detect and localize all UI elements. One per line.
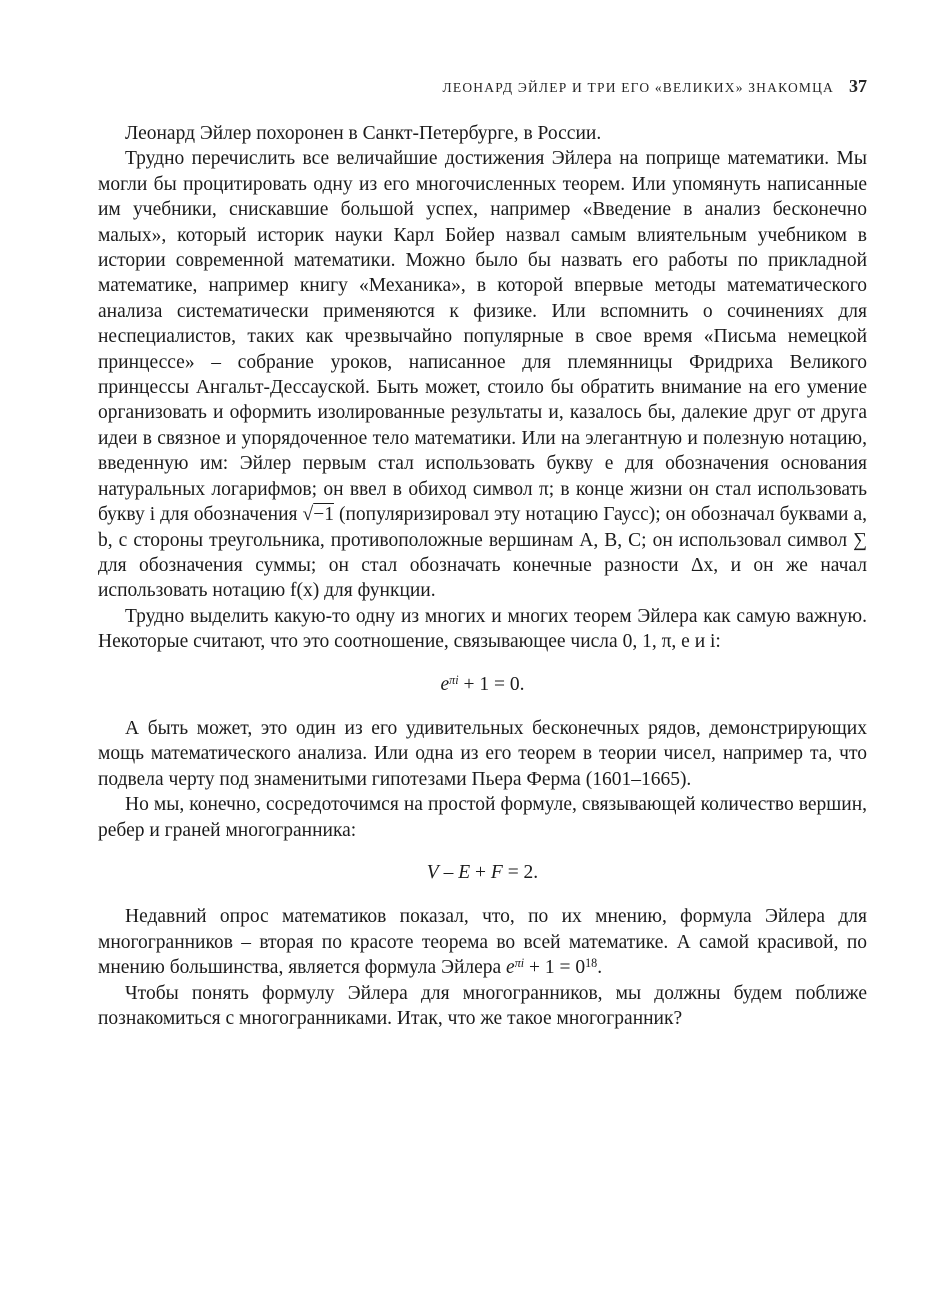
formula-var-v: V bbox=[426, 861, 439, 883]
running-title: ЛЕОНАРД ЭЙЛЕР И ТРИ ЕГО «ВЕЛИКИХ» ЗНАКОМЦА bbox=[442, 80, 834, 95]
paragraph-text: Недавний опрос математиков показал, что, по их мнению, формула Эйлера для многогранников – вторая по красоте теорема во всей математике. А самой красивой, по мнению большинства, является формула Эйлера bbox=[98, 906, 867, 979]
sentence-period: . bbox=[597, 957, 603, 979]
formula-base: e bbox=[440, 673, 450, 695]
paragraph-text: Трудно перечислить все величайшие достижения Эйлера на поприще математики. Мы могли бы процитировать одну из его многочисленных теорем. Или упомянуть написанные им учебники, снискавшие большой успех, например «Введение в анализ бесконечно малых», который историк науки Карл Бойер назвал самым влиятельным учебником в истории современной математики. Можно было бы назвать его работы по прикладной математике, например книгу «Механика», в которой впервые методы математического анализа систематически применяются к физике. Или вспомнить о сочинениях для неспециалистов, таких как чрезвычайно популярные в свое время «Письма немецкой принцессе» – собрание уроков, написанное для племянницы Фридриха Великого принцессы Ангальт-Дессауской. Быть может, стоило бы обратить внимание на его умение организовать и оформить изолированные результаты и, казалось бы, далекие друг от друга идеи в связное и упорядоченное тело математики. Или на элегантную и полезную нотацию, введенную им: Эйлер первым стал использовать букву e для обозначения основания натуральных логарифмов; он ввел в обиход символ π; в конце жизни он стал использовать букву i для обозначения bbox=[98, 148, 867, 526]
paragraph-series-and-number-theory: А быть может, это один из его удивительных бесконечных рядов, демонстрирующих мощь математического анализа. Или одна из его теорем в теории чисел, например та, что подвела черту под знаменитыми гипотезами Пьера Ферма (1601–1665). bbox=[98, 717, 867, 790]
paragraph-simple-formula-intro: Но мы, конечно, сосредоточимся на простой формуле, связывающей количество вершин, ребер и граней многогранника: bbox=[98, 794, 867, 841]
inline-formula-base: e bbox=[506, 957, 515, 979]
paragraph-text: (популяризировал эту нотацию Гаусс); он обозначал буквами a, b, c стороны треугольника, противоположные вершинам A, B, C; он использовал символ ∑ для обозначения суммы; он стал обозначать конечные разности Δx, и он же начал использовать нотацию f(x) для функции. bbox=[98, 504, 867, 602]
formula-var-e: E bbox=[458, 861, 471, 883]
inline-formula-tail: + 1 = 0 bbox=[524, 957, 586, 979]
formula-operator: – bbox=[438, 861, 459, 883]
formula-var-f: F bbox=[490, 861, 503, 883]
paragraph-most-important-theorem: Трудно выделить какую-то одну из многих и многих теорем Эйлера как самую важную. Некоторые считают, что это соотношение, связывающее числа 0, 1, π, e и i: bbox=[98, 605, 867, 653]
formula-operator: + bbox=[470, 861, 491, 883]
footnote-marker: 18 bbox=[585, 956, 598, 971]
formula-tail: + 1 = 0. bbox=[458, 673, 525, 695]
inline-formula-exponent: πi bbox=[514, 956, 525, 971]
formula-exponent: πi bbox=[449, 672, 459, 687]
sqrt-minus-one-expression bbox=[303, 504, 334, 525]
body-text bbox=[98, 121, 867, 1031]
page-number: 37 bbox=[849, 76, 867, 96]
formula-tail: = 2. bbox=[502, 861, 539, 883]
paragraph-burial: Леонард Эйлер похоронен в Санкт-Петербурге, в России. bbox=[125, 123, 602, 144]
display-formula-polyhedron bbox=[98, 860, 867, 885]
display-formula-euler-identity bbox=[98, 672, 867, 697]
paragraph-polyhedra-intro: Чтобы понять формулу Эйлера для многогранников, мы должны будем поближе познакомиться с многогранниками. Итак, что же такое многогранник? bbox=[98, 982, 867, 1029]
paragraph-achievements bbox=[98, 146, 867, 603]
radicand: −1 bbox=[313, 504, 334, 526]
page-header bbox=[98, 76, 867, 97]
text-column bbox=[98, 76, 867, 1031]
paragraph-survey bbox=[98, 904, 867, 980]
radical-sign: √ bbox=[302, 504, 314, 526]
